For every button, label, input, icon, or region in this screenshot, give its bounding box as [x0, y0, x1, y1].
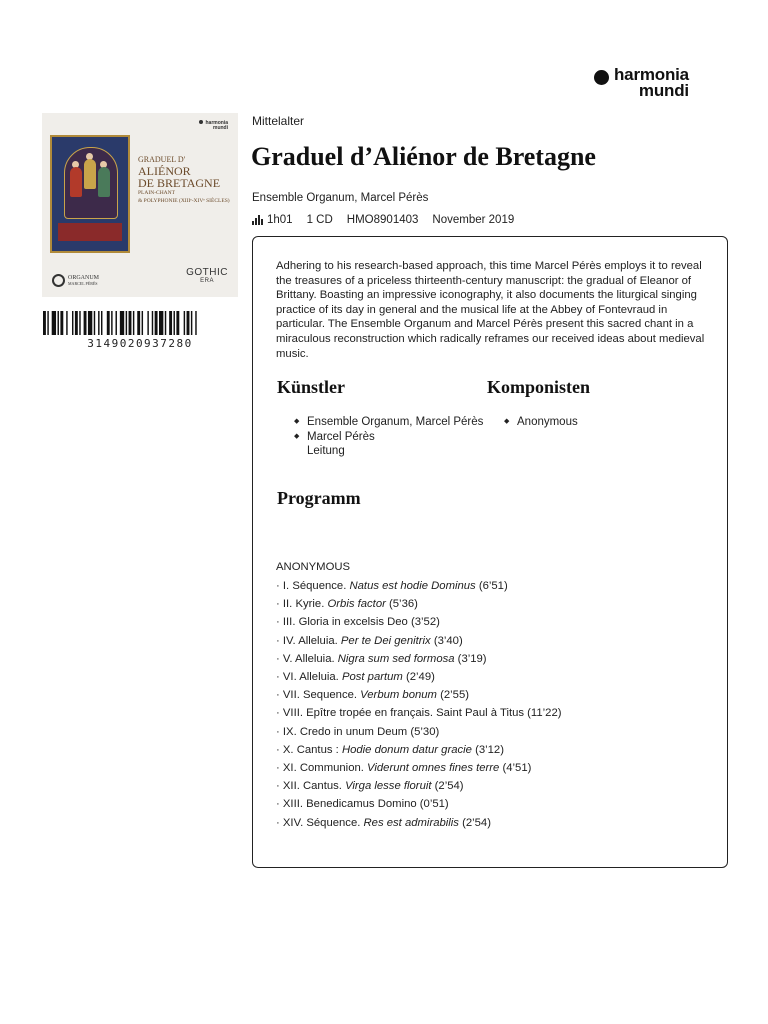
track-prefix: · IX. Credo in unum Deum [276, 725, 408, 738]
artist-role: Leitung [307, 445, 345, 457]
logo-dot-icon [594, 70, 609, 85]
program-track [276, 632, 716, 650]
artists-heading: Künstler [277, 377, 346, 397]
track-prefix: · IV. Alleluia. [276, 634, 341, 647]
track-title: Natus est hodie Dominus [349, 580, 476, 592]
harmonia-mundi-logo[interactable] [594, 67, 724, 103]
cover-series-line2: ERA [200, 278, 214, 284]
artist-name: Ensemble Organum, Marcel Pérès [307, 416, 484, 428]
program-track [276, 795, 716, 813]
program-list [276, 558, 716, 832]
artists-list [293, 415, 493, 459]
track-prefix: · V. Alleluia. [276, 652, 338, 665]
track-prefix: · XIV. Séquence. [276, 816, 364, 829]
cover-gothic-era-logo [186, 268, 228, 286]
track-duration: (3’52) [407, 616, 440, 629]
track-duration: (2’49) [402, 671, 435, 684]
cover-ensemble-line1: ORGANUM [68, 274, 100, 281]
cover-title-big2: DE BRETAGNE [138, 176, 221, 190]
details-panel [252, 236, 728, 868]
track-duration: (4’51) [499, 762, 532, 775]
album-title: Graduel d’Aliénor de Bretagne [251, 142, 596, 171]
program-track [276, 814, 716, 832]
barcode-image [43, 311, 237, 335]
track-prefix: · III. Gloria in excelsis Deo [276, 616, 408, 629]
cover-brand-dot-icon [199, 120, 203, 124]
track-duration: (3’12) [471, 743, 504, 756]
track-prefix: · XIII. Benedicamus Domino [276, 798, 417, 811]
track-duration: (2’55) [436, 689, 470, 702]
album-catalog: HMO8901403 [346, 214, 419, 226]
program-track [276, 595, 716, 613]
artist-item[interactable] [293, 415, 493, 430]
track-prefix: · VI. Alleluia. [276, 671, 342, 684]
track-prefix: · X. Cantus : [276, 743, 342, 756]
track-duration: (5’30) [407, 725, 440, 738]
organum-ring-icon [52, 274, 65, 287]
track-duration: (2’54) [431, 780, 464, 793]
composers-list [503, 415, 703, 430]
program-track [276, 613, 716, 631]
track-title: Verbum bonum [360, 689, 437, 702]
composer-name: Anonymous [517, 416, 578, 428]
album-duration: 1h01 [267, 214, 293, 226]
program-track [276, 704, 716, 722]
album-cover [42, 113, 238, 297]
cover-brand-line1: harmonia [205, 120, 228, 126]
cover-subtitle2: & POLYPHONIE (XIIIᵉ-XIVᵉ SIÈCLES) [138, 198, 230, 204]
program-heading: Programm [277, 488, 361, 508]
barcode-number: 3149020937280 [87, 337, 193, 350]
program-track [276, 759, 716, 777]
track-title: Virga lesse floruit [345, 780, 432, 793]
logo-word-2: mundi [638, 81, 689, 100]
track-prefix: · XI. Communion. [276, 762, 368, 775]
cover-title-small: GRADUEL D' [138, 155, 186, 164]
album-format: 1 CD [306, 214, 333, 226]
track-prefix: · I. Séquence. [276, 580, 350, 592]
album-date: November 2019 [432, 214, 515, 226]
program-track [276, 741, 716, 759]
track-title: Viderunt omnes fines terre [367, 762, 500, 775]
program-track [276, 650, 716, 668]
cover-ensemble-line2: MARCEL PÉRÈS [68, 280, 98, 286]
cover-organum-logo [52, 274, 99, 287]
track-title: Orbis factor [327, 598, 386, 611]
program-track [276, 686, 716, 704]
track-title: Hodie donum datur gracie [341, 743, 472, 756]
track-duration: (3’19) [454, 652, 487, 665]
track-title: Post partum [341, 671, 403, 684]
track-prefix: · II. Kyrie. [276, 598, 328, 611]
album-meta [252, 214, 528, 226]
program-track [276, 777, 716, 795]
track-duration: (5’36) [385, 598, 418, 611]
program-track [276, 577, 716, 595]
program-track [276, 668, 716, 686]
cover-series-line1: GOTHIC [186, 267, 228, 278]
track-title: Per te Dei genitrix [340, 634, 431, 647]
track-title: Res est admirabilis [363, 816, 459, 829]
album-artists[interactable]: Ensemble Organum, Marcel Pérès [252, 192, 429, 204]
track-duration: (3’40) [430, 634, 463, 647]
cover-brand [199, 120, 228, 131]
duration-bars-icon [252, 215, 264, 225]
artist-item[interactable] [293, 430, 493, 459]
track-prefix: · VII. Sequence. [276, 689, 361, 702]
track-duration: (11’22) [524, 707, 562, 720]
genre-label[interactable]: Mittelalter [252, 114, 305, 128]
cover-illumination-image [50, 135, 130, 253]
logo-word-1: harmonia [614, 65, 689, 84]
track-duration: (0’51) [416, 798, 449, 811]
composers-heading: Komponisten [487, 377, 591, 397]
cover-title-big1: ALIÉNOR [138, 164, 191, 178]
logo-text [614, 67, 689, 99]
cover-title [138, 155, 230, 205]
program-track [276, 723, 716, 741]
album-description: Adhering to his research-based approach, this time Marcel Pérès employs it to reveal the treasures of a priceless thirteenth-century manuscript: the gradual of Eleanor of Brittany. Boasting an impressive iconography, it also documents the liturgical singing practice of its day in general and the musical life at the Abbey of Fontevraud in particular. The Ensemble Organum and Marcel Pérès present this sacred chant in a miraculous reconstruction which radically reframes our received ideas about medieval music. [276, 260, 705, 360]
track-duration: (2’54) [458, 816, 491, 829]
cover-brand-line2: mundi [213, 125, 228, 131]
cover-subtitle1: PLAIN-CHANT [138, 190, 175, 196]
track-duration: (6’51) [475, 580, 508, 592]
track-prefix: · XII. Cantus. [276, 780, 346, 793]
program-composer: ANONYMOUS [276, 561, 351, 573]
track-title: Nigra sum sed formosa [337, 652, 455, 665]
track-prefix: · VIII. Epître tropée en français. Saint Paul à Titus [276, 707, 525, 720]
artist-name: Marcel Pérès [307, 430, 375, 443]
composer-item[interactable] [503, 415, 703, 430]
